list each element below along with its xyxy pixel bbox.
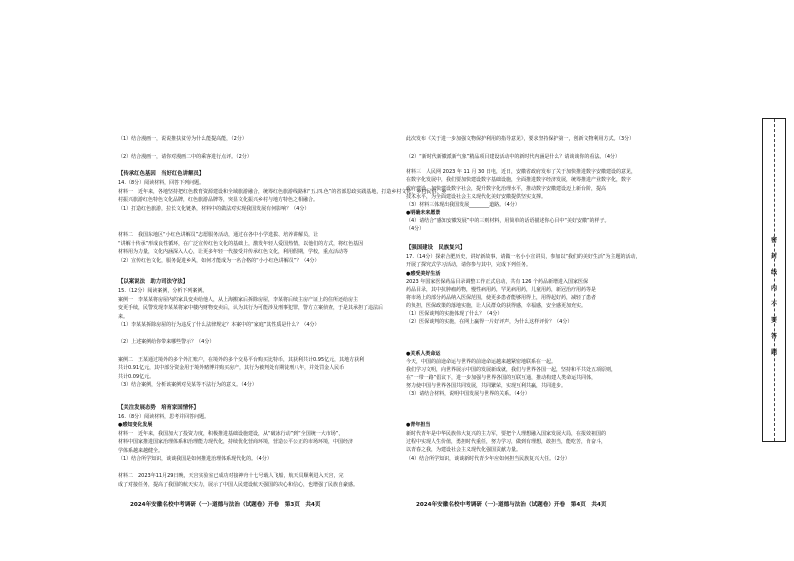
subsection-header: ●关系人类命运 (406, 351, 441, 357)
question-line: （4分） (406, 226, 425, 232)
material-line: 学体系越来越健全。 (118, 448, 164, 454)
question-line: （1）结合所学知识，谈谈我国是如何推进治理体系现代化的。（4分） (118, 456, 272, 462)
question-line: （3）请结合材料，说明中国发展与世界的关系。（4分） (406, 391, 530, 397)
question-line: （2）上述案例给你带来哪些警示？（4分） (118, 339, 215, 345)
material-line: 技术水平，为全面建设社会主义现代化美好安徽提供坚实支撑。 (406, 194, 547, 200)
question-line: （2）结合漫画一，请你对漫画二中的乘客进行点评。（2分） (118, 154, 252, 160)
question-line: 16.（8分）阅读材料，思考并回答问题。 (118, 414, 210, 420)
material-line: 2023 年国家医保药品目录调整工作正式启动，共有 126 个药品新增进入国家医保 (406, 279, 589, 285)
seal-char: 密 (770, 237, 777, 244)
seal-char: 内 (770, 285, 777, 292)
material-line: 药品目录，其中抗肿瘤药物，慢性病用药，罕见病用药，儿童用药，新冠治疗用药等是 (406, 287, 597, 293)
material-line: 材料中国家推进国家治理体系和治理能力现代化，持续优化营商环境，营造公平公正的市场环境，中国经济 (118, 439, 354, 445)
case-line: 共计0.91亿元，其中部分资金用于境外赌博并购买房产，其行为被判处有期徒刑八年，并处罚金人民币 (118, 365, 345, 371)
material-line: 成了对接任务，提高了我国的航天实力，展示了中国人民建设航天强国的决心和信心，也增强了民族自豪感。 (118, 482, 359, 488)
material-line: 今天，中国的前途命运与世界的前途命运越来越紧密地联系在一起。 (406, 359, 557, 365)
subsection-header: ●明确未来愿景 (406, 210, 441, 216)
question-line: （1）结合漫画一，说说推扶贫劳为什么能提高能，（2分） (118, 136, 247, 142)
subsection-header: ●感知变化发展 (118, 422, 153, 428)
material-line: 我们学习文明，向世界展示中国的发展新成就，我们与世界各国一起，坚持和平共处五项原则， (406, 367, 617, 373)
material-line: 在数字化发展中，我们要加快建设数字基础设施，全面推进数字经济发展，统筹推进产业数字化，数字 (406, 177, 632, 183)
question-line: （3）结合案例，分析该案例对吴某等不法行为的意义。（4分） (118, 382, 257, 388)
section-header: 【以案说法 助力司法守法】 (118, 279, 189, 285)
material-line: 材料三 人民网 2023 年 11 月 30 日电，近日，安徽省政府发布了关于加快推进数字安徽建设的意见， (406, 169, 636, 175)
question-line: （4）请结合“感知安徽发展”中的三则材料，用简单的话语描述你心目中“美好安徽”的样子。 (406, 218, 610, 224)
material-line: 材料二 2023年11月29日晚，天宫实验室已成功对接神舟十七号载人飞船，航天员顺利进入天宫，完 (118, 473, 344, 479)
material-line: 材料一 近年来，我国加大了投资力度，积极推进基础设施建设，从“破冰行动”到“全国统一大市场”， (118, 431, 344, 437)
question-line: 17.（14分）探索合肥历史，讲好新故事，请做一名小小宣讲员，参加以“我们的美好生活”为主题的活动， (406, 254, 641, 260)
question-line: （1）李某某拆除房屋的行为违反了什么法律规定？本案中的“家庭”其性质是什么？（4分） (118, 322, 320, 328)
question-line: （3）材料三体现出我国发展________道路。（4分） (406, 202, 520, 208)
seal-char: 不 (770, 301, 777, 308)
question-line: （2）医保谈判的实施，在网上赢得一片好评声，为什么这样评价？（4分） (406, 319, 573, 325)
subsection-header: ●感受美好生活 (406, 271, 441, 277)
material-line: 在“一带一路”倡议下，进一步加强与世界各国的互联互通，推动构建人类命运共同体， (406, 375, 597, 381)
seal-char: 答 (770, 333, 777, 340)
material-line: “讲解十传承”形成良性循环，在广泛宣传红色文化的基础上，激发年轻人爱国热情，以他们的方式，将红色基因 (118, 241, 364, 247)
question-line: （4）结合所学知识，谈谈新时代青少年应如何担当民族复兴大任。（2分） (406, 456, 570, 462)
subsection-header: ●青年担当 (406, 422, 431, 428)
case-line: 案例一 李某某将房屋内的家具变卖给他人，从上海搬家后拆除房屋，李某将后续主房产证上的住所还给房主 (118, 297, 359, 303)
seal-char: 线 (770, 269, 777, 276)
seal-char: 封 (770, 253, 777, 260)
material-line: 政府建设，加快建设数字社会，提升数字化治理水平，推动数字安徽建设迈上新台阶，提高 (406, 186, 607, 192)
question-line: 15.（12分）阅读案例，分析下列案例。 (118, 288, 208, 294)
seal-char: 题 (770, 349, 777, 356)
question-line: （1）打造红色旅游，拉长文化链条，材料中的做法对实现我国发展有何影响？（4分） (118, 206, 310, 212)
case-line: 来。 (118, 314, 129, 320)
case-line: 案例二 王某通过境外的多个外汇账户，在境外的多个交易平台购买比特币，其获利共计0.95亿元，其地方获利 (118, 357, 365, 363)
question-line: 开展了探究式学习活动，请你参与其中，完成下列任务。 (406, 262, 532, 268)
section-header: 【强国建设 民族复兴】 (406, 245, 466, 251)
material-line: 将市场上的部分药品纳入医保范围，使更多患者能够用得上，用得起好药，减轻了患者 (406, 295, 597, 301)
right-exam-page (392, 0, 762, 561)
case-line: 共计0.09亿元。 (118, 374, 155, 380)
seal-line (774, 119, 775, 441)
question-line: 14.（8分）阅读材料，回答下列问题。 (118, 180, 205, 186)
page-footer: 2024年安徽名校中考调研（一）·道德与法治（试题卷）开卷 第3页 共4页 (130, 502, 321, 508)
page-footer: 2024年安徽名校中考调研（一）·道德与法治（试题卷）开卷 第4页 共4页 (416, 502, 607, 508)
section-header: 【关注发展态势 培育家国情怀】 (118, 405, 199, 411)
material-line: 努力使中国与世界各国共同发展，共同繁荣，实现互利共赢，共同进步。 (406, 383, 567, 389)
material-line: 材料二 我国东地区“小红色讲解员”志愿服务活动，通过在各中小学选拔、培养讲解员，让 (118, 232, 319, 238)
material-line: 材料一 近年来，各地坚持把红色教育资源建设和全域旅游融合，统筹红色旅游线路和“五.四.色”的省部思政实践基地，打造乡村文化，乡村民俗，乡 (118, 189, 447, 195)
question-line: （2）“新时代新徽派新气象”精品项目建设活动中的新时代内涵是什么？请谈谈你的看法。（4分） (406, 154, 621, 160)
seal-char: 要 (770, 317, 777, 324)
material-line: 村振兴旅游红色特色文化品牌，红色旅游品牌等，突显文化振兴乡村与地方特色之相融合。 (118, 197, 319, 203)
material-line: 过程中实现人生价值，勇担时代重任，努力学习，做到有理想，敢担当，能吃苦，肯奋斗， (406, 439, 607, 445)
material-line: 此次发布《关于进一步加强文物保护利用的指导意见》，要求坚持保护第一，创新文物利用方式。（3分） (406, 136, 635, 142)
case-line: 变更手续，民警发现李某某将家中楼内财物变卖后，认为其行为可能涉及刑事犯罪，警方立案侦查，于是其承担了违法后 (118, 305, 384, 311)
binding-margin (762, 118, 786, 442)
question-line: （2）宣传红色文化，服务促进乡风，如何才能成为一名合格的“小小红色讲解员”？（4分） (118, 258, 320, 264)
material-line: 新时代青年是中华民族伟大复兴的主力军，要把个人理想融入国家发展大局，在报效祖国的 (406, 431, 607, 437)
material-line: 材料用为力量，文化内涵深入人心，让更多年轻一代接受并传承红色文化，利用假期，学校，重点活动等 (118, 249, 349, 255)
material-line: 的负担，医保政策的落地实施，让人民群众的获得感，幸福感，安全感更加充实。 (406, 303, 587, 309)
section-header: 【传承红色基因 当好红色讲解员】 (118, 171, 205, 177)
question-line: （1）医保谈判的实施体现了什么？（4分） (406, 311, 503, 317)
material-line: 以青春之我，为建设社会主义现代化强国贡献力量。 (406, 447, 522, 453)
